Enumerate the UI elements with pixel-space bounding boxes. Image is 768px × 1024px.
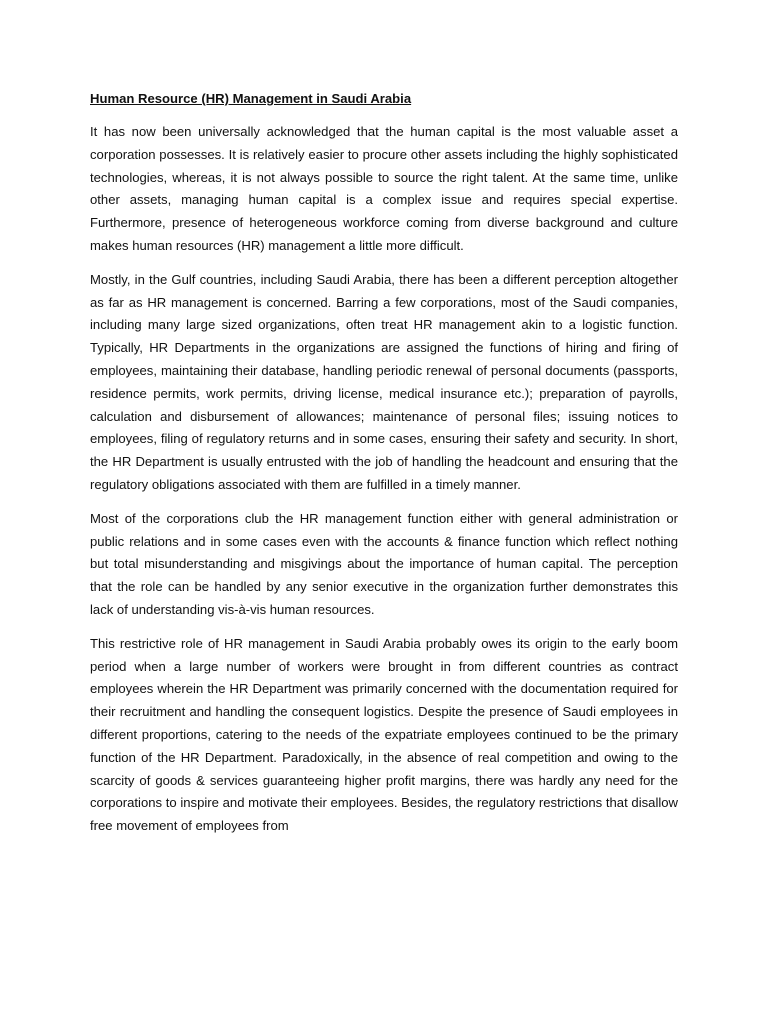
paragraph-3: Most of the corporations club the HR management function either with general administration or public relations and in some cases even with the accounts & finance function which reflect nothing but total misunderstanding and misgivings about the importance of human capital. The perception that the role can be handled by any senior executive in the organization further demonstrates this lack of understanding vis-à-vis human resources. <box>90 510 678 617</box>
paragraph-4: This restrictive role of HR management in Saudi Arabia probably owes its origin to the early boom period when a large number of workers were brought in from different countries as contract employees wherein the HR Department was primarily concerned with the documentation required for their recruitment and handling the consequent logistics. Despite the presence of Saudi employees in different proportions, catering to the needs of the expatriate employees continued to be the primary function of the HR Department. Paradoxically, in the absence of real competition and owing to the scarcity of goods & services guaranteeing higher profit margins, there was hardly any need for the corporations to inspire and motivate their employees. Besides, the regulatory restrictions that disallow free movement of employees from <box>90 635 678 834</box>
paragraph-2: Mostly, in the Gulf countries, including Saudi Arabia, there has been a different perception altogether as far as HR management is concerned. Barring a few corporations, most of the Saudi companies, including many large sized organizations, often treat HR management akin to a logistic function. Typically, HR Departments in the organizations are assigned the functions of hiring and firing of employees, maintaining their database, handling periodic renewal of personal documents (passports, residence permits, work permits, driving license, medical insurance etc.); preparation of payrolls, calculation and disbursement of allowances; maintenance of personal files; issuing notices to employees, filing of regulatory returns and in some cases, ensuring their safety and security. In short, the HR Department is usually entrusted with the job of handling the headcount and ensuring that the regulatory obligations associated with them are fulfilled in a timely manner. <box>90 271 678 492</box>
document-page <box>90 88 678 849</box>
document-title: Human Resource (HR) Management in Saudi Arabia <box>90 91 412 106</box>
paragraph-1: It has now been universally acknowledged that the human capital is the most valuable asset a corporation possesses. It is relatively easier to procure other assets including the highly sophisticated technologies, whereas, it is not always possible to source the right talent. At the same time, unlike other assets, managing human capital is a complex issue and requires special expertise. Furthermore, presence of heterogeneous workforce coming from diverse background and culture makes human resources (HR) management a little more difficult. <box>90 124 678 253</box>
